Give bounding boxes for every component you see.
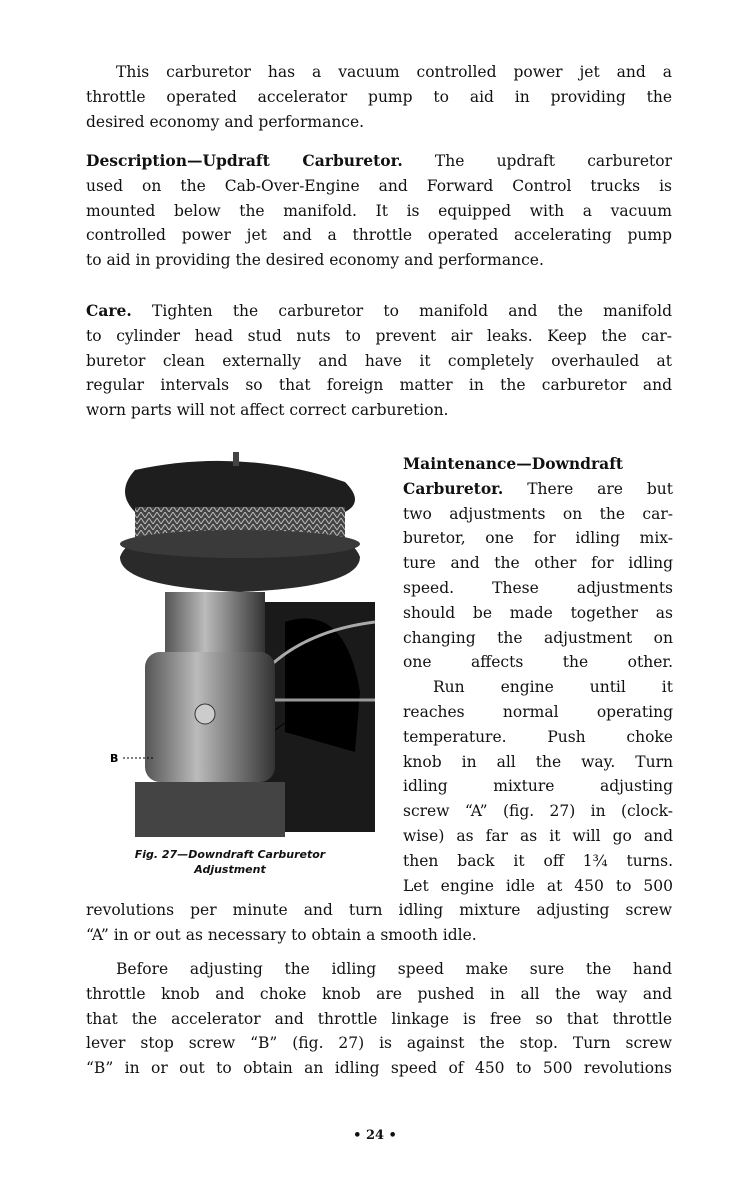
text-run: Tighten the carburetor to manifold and the manifold	[131, 302, 672, 320]
text-line	[86, 373, 672, 398]
text-run: buretor, one for idling mix-	[403, 529, 673, 548]
text-line	[403, 650, 673, 675]
label-a: A	[310, 722, 319, 735]
section-heading: Description—Updraft Carburetor.	[86, 151, 403, 170]
text-run: reaches normal operating	[403, 702, 673, 721]
text-run: to cylinder head stud nuts to prevent air leaks. Keep the car-	[86, 326, 672, 345]
text-line	[86, 923, 672, 948]
text-run: knob in all the way. Turn	[403, 752, 673, 771]
text-line	[86, 149, 672, 174]
section-heading: Maintenance—Downdraft	[403, 454, 624, 473]
text-line	[86, 982, 672, 1007]
section-heading: Carburetor.	[403, 478, 504, 498]
text-line	[403, 774, 673, 799]
text-line	[403, 675, 673, 700]
text-run: used on the Cab-Over-Engine and Forward Control trucks is	[86, 176, 672, 195]
text-line	[86, 898, 672, 923]
section-heading: Care.	[86, 301, 132, 320]
caption-line: Adjustment	[194, 863, 266, 876]
text-run: The updraft carburetor	[402, 152, 672, 170]
text-line	[403, 824, 673, 849]
text-run: Let engine idle at 450 to 500	[403, 876, 673, 895]
text-line	[86, 60, 672, 85]
text-line	[86, 110, 672, 135]
paragraph-intro	[86, 60, 672, 134]
text-line	[403, 601, 673, 626]
text-line	[403, 551, 673, 576]
text-line	[403, 725, 673, 750]
paragraph-downdraft-maintenance	[403, 452, 673, 898]
text-line	[86, 223, 672, 248]
text-run: to aid in providing the desired economy and performance.	[86, 251, 544, 270]
text-run: throttle operated accelerator pump to aid in providing the	[86, 87, 672, 106]
text-run: screw “A” (fig. 27) in (clock-	[403, 802, 673, 821]
paragraph-care	[86, 299, 672, 423]
text-run: lever stop screw “B” (fig. 27) is against the stop. Turn screw	[86, 1034, 672, 1053]
text-run: regular intervals so that foreign matter in the carburetor and	[86, 376, 672, 395]
text-run: mounted below the manifold. It is equipped with a vacuum	[86, 201, 672, 220]
label-b: B	[110, 752, 119, 765]
text-run: that the accelerator and throttle linkage is free so that throttle	[86, 1009, 672, 1028]
text-line	[86, 85, 672, 110]
text-line	[86, 248, 672, 273]
text-line	[403, 502, 673, 527]
text-run: one affects the other.	[403, 653, 673, 672]
text-line	[403, 799, 673, 824]
text-run: This carburetor has a vacuum controlled power jet and a	[116, 63, 672, 81]
text-run: two adjustments on the car-	[403, 504, 673, 523]
text-line	[86, 1007, 672, 1032]
text-run: controlled power jet and a throttle operated accelerating pump	[86, 226, 672, 245]
text-line	[86, 398, 672, 423]
paragraph-updraft-description	[86, 149, 672, 273]
text-run: throttle knob and choke knob are pushed in all the way and	[86, 984, 672, 1003]
text-run: changing the adjustment on	[403, 628, 673, 647]
text-run: should be made together as	[403, 603, 673, 622]
text-line	[86, 174, 672, 199]
text-line	[403, 750, 673, 775]
text-line	[86, 957, 672, 982]
paragraph-idling-speed	[86, 957, 672, 1081]
paragraph-maintenance-continued	[86, 898, 672, 948]
text-line	[403, 452, 673, 477]
text-run: buretor clean externally and have it completely overhauled at	[86, 351, 672, 370]
text-line	[86, 1031, 672, 1056]
figure-caption	[90, 847, 370, 877]
text-run: “B” in or out to obtain an idling speed of 450 to 500 revolutions	[86, 1059, 672, 1078]
text-line	[403, 576, 673, 601]
text-line	[86, 324, 672, 349]
text-run: temperature. Push choke	[403, 727, 673, 746]
text-line	[403, 526, 673, 551]
text-run: “A” in or out as necessary to obtain a smooth idle.	[86, 925, 477, 944]
text-line	[86, 299, 672, 324]
text-line	[403, 626, 673, 651]
text-run: Run engine until it	[433, 678, 673, 697]
text-line	[86, 349, 672, 374]
text-run: desired economy and performance.	[86, 112, 365, 131]
text-line	[403, 849, 673, 874]
text-line	[403, 700, 673, 725]
text-run: revolutions per minute and turn idling mixture adjusting screw	[86, 901, 672, 919]
caption-line: Fig. 27—Downdraft Carburetor	[134, 848, 326, 861]
text-run: then back it off 1¾ turns.	[403, 851, 673, 870]
text-run: Before adjusting the idling speed make sure the hand	[116, 960, 672, 978]
page-number: • 24 •	[353, 1128, 397, 1143]
carburetor-photo	[105, 452, 375, 842]
text-line	[86, 199, 672, 224]
text-run: idling mixture adjusting	[403, 777, 673, 796]
text-run: ture and the other for idling	[403, 554, 673, 573]
text-run: speed. These adjustments	[403, 578, 673, 597]
text-run: wise) as far as it will go and	[403, 826, 673, 845]
text-run: There are but	[503, 479, 673, 498]
text-line	[403, 477, 673, 502]
text-line	[403, 874, 673, 899]
text-run: worn parts will not affect correct carburetion.	[86, 401, 449, 420]
text-line	[86, 1056, 672, 1081]
